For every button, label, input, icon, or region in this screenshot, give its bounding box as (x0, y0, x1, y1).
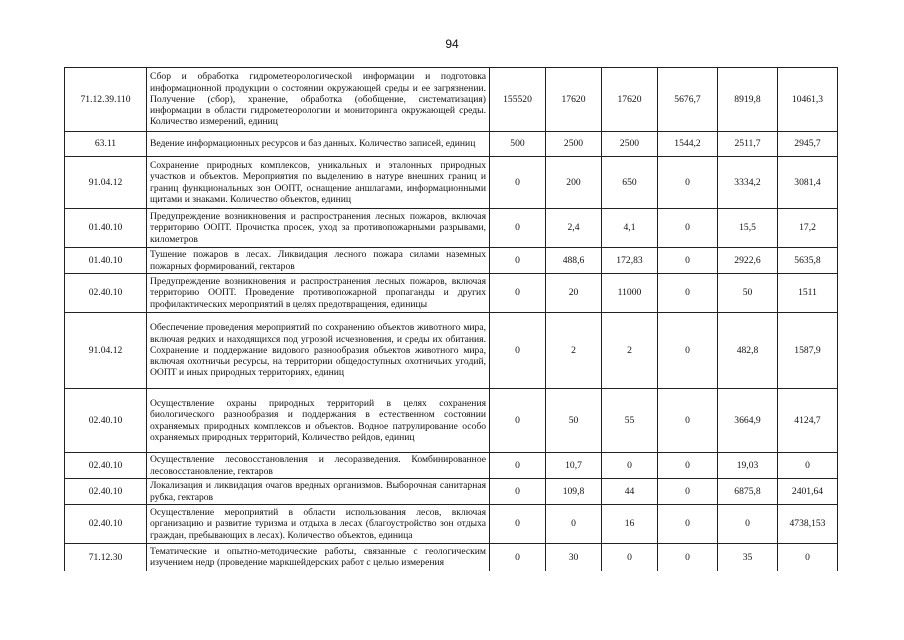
table-row (65, 453, 838, 479)
row-value: 155520 (490, 68, 546, 132)
row-value: 488,6 (546, 248, 602, 274)
row-value: 2922,6 (718, 248, 778, 274)
row-value: 10461,3 (778, 68, 838, 132)
row-value: 3081,4 (778, 157, 838, 209)
table-row (65, 313, 838, 389)
row-description: Предупреждение возникновения и распространения лесных пожаров, включая территорию ООПТ. Прочистка просек, уход за противопожарными разрывами, километров (147, 209, 490, 248)
row-code: 02.40.10 (65, 274, 147, 313)
row-code: 01.40.10 (65, 248, 147, 274)
row-value: 10,7 (546, 453, 602, 479)
row-value: 650 (602, 157, 658, 209)
row-value: 3334,2 (718, 157, 778, 209)
row-value: 0 (490, 157, 546, 209)
row-value: 0 (658, 248, 718, 274)
row-value: 1587,9 (778, 313, 838, 389)
row-description: Осуществление охраны природных территорий в целях сохранения биологического разнообразия и поддержания в естественном состоянии охраняемых природных комплексов и объектов. Водное патрулирование особо охраняемых природных территорий, Количество рейдов, единиц (147, 389, 490, 453)
row-code: 63.11 (65, 132, 147, 157)
row-value: 2511,7 (718, 132, 778, 157)
row-value: 35 (718, 544, 778, 571)
table-row (65, 68, 838, 132)
row-value: 482,8 (718, 313, 778, 389)
row-code: 91.04.12 (65, 157, 147, 209)
row-value: 0 (490, 209, 546, 248)
table-row (65, 209, 838, 248)
row-code: 71.12.39.110 (65, 68, 147, 132)
row-value: 2 (602, 313, 658, 389)
row-value: 0 (490, 479, 546, 505)
row-description: Сохранение природных комплексов, уникальных и эталонных природных участков и объектов. Мероприятия по выделению в натуре внешних границ и границ функциональных зон ООПТ, оснащение аншлагами, информационными щитами и знаками. Количество объектов, единиц (147, 157, 490, 209)
row-value: 2945,7 (778, 132, 838, 157)
table-row (65, 479, 838, 505)
row-description: Ведение информационных ресурсов и баз данных. Количество записей, единиц (147, 132, 490, 157)
row-description: Сбор и обработка гидрометеорологической информации и подготовка информационной продукции о состоянии окружающей среды и ее загрязнении. Получение (сбор), хранение, обработка (обобщение, систематизация) информации в области гидрометеорологии и мониторинга окружающей среды. Количество измерений, единиц (147, 68, 490, 132)
row-value: 0 (602, 453, 658, 479)
row-value: 2,4 (546, 209, 602, 248)
row-value: 0 (658, 313, 718, 389)
row-value: 17620 (546, 68, 602, 132)
row-description: Тематические и опытно-методические работы, связанные с геологическим изучением недр (проведение маркшейдерских работ с целью измерения (147, 544, 490, 571)
row-value: 55 (602, 389, 658, 453)
row-description: Тушение пожаров в лесах. Ликвидация лесного пожара силами наземных пожарных формирований, гектаров (147, 248, 490, 274)
table-row (65, 505, 838, 544)
row-value: 17620 (602, 68, 658, 132)
row-value: 0 (490, 248, 546, 274)
row-value: 1511 (778, 274, 838, 313)
table-row (65, 157, 838, 209)
row-code: 91.04.12 (65, 313, 147, 389)
row-value: 11000 (602, 274, 658, 313)
row-code: 02.40.10 (65, 453, 147, 479)
row-value: 109,8 (546, 479, 602, 505)
row-value: 0 (658, 157, 718, 209)
services-table (64, 67, 838, 571)
row-value: 2500 (546, 132, 602, 157)
row-value: 0 (546, 505, 602, 544)
row-value: 2401,64 (778, 479, 838, 505)
row-value: 5635,8 (778, 248, 838, 274)
table-row (65, 132, 838, 157)
row-value: 50 (546, 389, 602, 453)
row-description: Осуществление мероприятий в области использования лесов, включая организацию и развитие туризма и отдыха в лесах (благоустройство зон отдыха граждан, пребывающих в лесах). Количество объектов, единица (147, 505, 490, 544)
row-value: 30 (546, 544, 602, 571)
page-number: 94 (445, 37, 459, 51)
row-value: 2500 (602, 132, 658, 157)
row-code: 02.40.10 (65, 389, 147, 453)
row-description: Обеспечение проведения мероприятий по сохранению объектов животного мира, включая редких и находящихся под угрозой исчезновения, и среды их обитания. Сохранение и поддержание видового разнообразия объектов животного мира, включая охотничьи ресурсы, на территории общедоступных охотничьих угодий, ООПТ и иных природных территориях, единиц (147, 313, 490, 389)
row-code: 02.40.10 (65, 479, 147, 505)
row-value: 44 (602, 479, 658, 505)
row-value: 0 (490, 389, 546, 453)
row-code: 01.40.10 (65, 209, 147, 248)
row-value: 4,1 (602, 209, 658, 248)
row-value: 50 (718, 274, 778, 313)
row-value: 1544,2 (658, 132, 718, 157)
table-row (65, 544, 838, 571)
row-code: 71.12.30 (65, 544, 147, 571)
row-value: 20 (546, 274, 602, 313)
row-value: 17,2 (778, 209, 838, 248)
row-value: 0 (490, 453, 546, 479)
row-value: 0 (778, 453, 838, 479)
row-value: 0 (658, 389, 718, 453)
row-value: 4124,7 (778, 389, 838, 453)
row-value: 0 (490, 313, 546, 389)
row-value: 0 (658, 453, 718, 479)
row-value: 3664,9 (718, 389, 778, 453)
row-description: Осуществление лесовосстановления и лесоразведения. Комбинированное лесовосстановление, гектаров (147, 453, 490, 479)
row-value: 6875,8 (718, 479, 778, 505)
row-value: 4738,153 (778, 505, 838, 544)
row-value: 0 (658, 479, 718, 505)
row-value: 0 (658, 544, 718, 571)
row-value: 0 (658, 274, 718, 313)
row-description: Локализация и ликвидация очагов вредных организмов. Выборочная санитарная рубка, гектаров (147, 479, 490, 505)
row-value: 0 (490, 274, 546, 313)
row-description: Предупреждение возникновения и распространения лесных пожаров, включая территорию ООПТ. Проведение противопожарной пропаганды и других профилактических мероприятий в целях предотвращения, единицы (147, 274, 490, 313)
row-value: 19,03 (718, 453, 778, 479)
row-value: 0 (602, 544, 658, 571)
row-value: 5676,7 (658, 68, 718, 132)
row-value: 0 (490, 505, 546, 544)
table-row (65, 389, 838, 453)
row-code: 02.40.10 (65, 505, 147, 544)
row-value: 0 (718, 505, 778, 544)
table-row (65, 248, 838, 274)
row-value: 0 (778, 544, 838, 571)
row-value: 16 (602, 505, 658, 544)
row-value: 8919,8 (718, 68, 778, 132)
row-value: 0 (658, 505, 718, 544)
table-row (65, 274, 838, 313)
row-value: 200 (546, 157, 602, 209)
row-value: 15,5 (718, 209, 778, 248)
row-value: 0 (490, 544, 546, 571)
row-value: 500 (490, 132, 546, 157)
row-value: 0 (658, 209, 718, 248)
row-value: 2 (546, 313, 602, 389)
row-value: 172,83 (602, 248, 658, 274)
